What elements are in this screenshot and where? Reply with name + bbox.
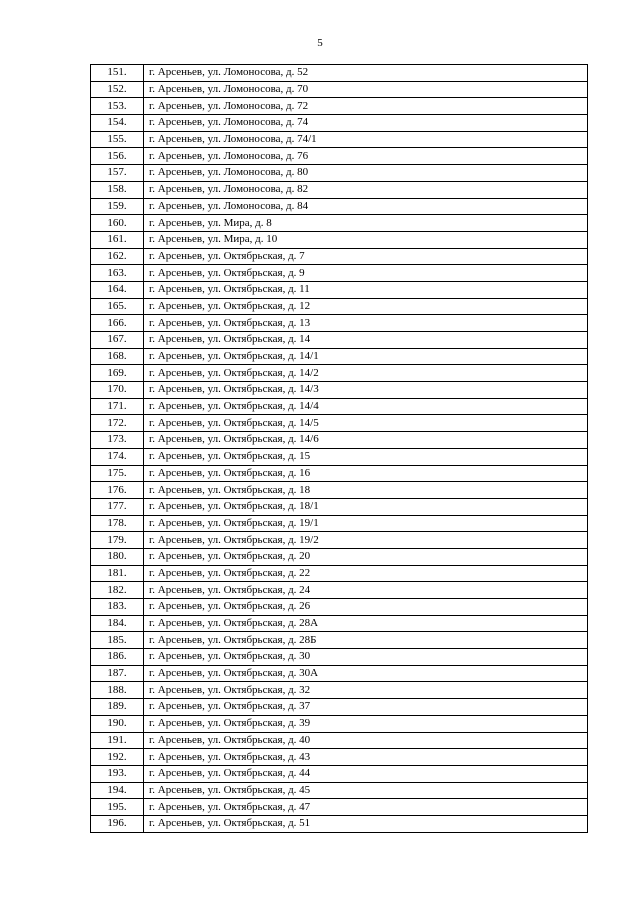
table-row	[91, 248, 588, 265]
table-row	[91, 749, 588, 766]
row-number: 175.	[91, 465, 144, 482]
address-table	[90, 64, 588, 833]
row-number: 155.	[91, 131, 144, 148]
row-address: г. Арсеньев, ул. Ломоносова, д. 80	[144, 165, 588, 182]
table-row	[91, 699, 588, 716]
row-number: 191.	[91, 732, 144, 749]
row-address: г. Арсеньев, ул. Октябрьская, д. 20	[144, 548, 588, 565]
row-address: г. Арсеньев, ул. Октябрьская, д. 37	[144, 699, 588, 716]
table-row	[91, 799, 588, 816]
row-address: г. Арсеньев, ул. Октябрьская, д. 26	[144, 599, 588, 616]
row-number: 171.	[91, 398, 144, 415]
row-number: 181.	[91, 565, 144, 582]
table-row	[91, 548, 588, 565]
row-address: г. Арсеньев, ул. Октябрьская, д. 14/6	[144, 432, 588, 449]
row-number: 159.	[91, 198, 144, 215]
row-number: 189.	[91, 699, 144, 716]
row-number: 165.	[91, 298, 144, 315]
table-row	[91, 415, 588, 432]
row-address: г. Арсеньев, ул. Ломоносова, д. 74	[144, 115, 588, 132]
table-row	[91, 332, 588, 349]
row-number: 192.	[91, 749, 144, 766]
row-address: г. Арсеньев, ул. Октябрьская, д. 30	[144, 649, 588, 666]
row-number: 162.	[91, 248, 144, 265]
row-address: г. Арсеньев, ул. Октябрьская, д. 51	[144, 815, 588, 832]
table-row	[91, 98, 588, 115]
row-address: г. Арсеньев, ул. Октябрьская, д. 28А	[144, 615, 588, 632]
row-number: 154.	[91, 115, 144, 132]
row-number: 157.	[91, 165, 144, 182]
row-number: 184.	[91, 615, 144, 632]
row-address: г. Арсеньев, ул. Ломоносова, д. 82	[144, 181, 588, 198]
row-address: г. Арсеньев, ул. Октябрьская, д. 24	[144, 582, 588, 599]
row-number: 152.	[91, 81, 144, 98]
table-row	[91, 565, 588, 582]
row-number: 167.	[91, 332, 144, 349]
row-number: 153.	[91, 98, 144, 115]
table-row	[91, 615, 588, 632]
row-number: 182.	[91, 582, 144, 599]
row-number: 190.	[91, 715, 144, 732]
row-number: 185.	[91, 632, 144, 649]
row-number: 169.	[91, 365, 144, 382]
row-address: г. Арсеньев, ул. Октябрьская, д. 22	[144, 565, 588, 582]
row-address: г. Арсеньев, ул. Ломоносова, д. 74/1	[144, 131, 588, 148]
table-row	[91, 465, 588, 482]
table-row	[91, 348, 588, 365]
row-address: г. Арсеньев, ул. Мира, д. 8	[144, 215, 588, 232]
table-row	[91, 398, 588, 415]
row-number: 180.	[91, 548, 144, 565]
row-number: 196.	[91, 815, 144, 832]
row-number: 156.	[91, 148, 144, 165]
row-number: 174.	[91, 448, 144, 465]
row-number: 193.	[91, 765, 144, 782]
row-address: г. Арсеньев, ул. Октябрьская, д. 14/3	[144, 382, 588, 399]
table-row	[91, 148, 588, 165]
table-row	[91, 432, 588, 449]
row-address: г. Арсеньев, ул. Октябрьская, д. 47	[144, 799, 588, 816]
row-address: г. Арсеньев, ул. Ломоносова, д. 72	[144, 98, 588, 115]
row-address: г. Арсеньев, ул. Октябрьская, д. 14/5	[144, 415, 588, 432]
table-row	[91, 448, 588, 465]
row-number: 183.	[91, 599, 144, 616]
row-address: г. Арсеньев, ул. Октябрьская, д. 30А	[144, 665, 588, 682]
row-number: 160.	[91, 215, 144, 232]
address-table-body	[91, 65, 588, 833]
row-address: г. Арсеньев, ул. Ломоносова, д. 84	[144, 198, 588, 215]
row-address: г. Арсеньев, ул. Октябрьская, д. 7	[144, 248, 588, 265]
row-address: г. Арсеньев, ул. Октябрьская, д. 28Б	[144, 632, 588, 649]
row-address: г. Арсеньев, ул. Октябрьская, д. 14/2	[144, 365, 588, 382]
row-address: г. Арсеньев, ул. Октябрьская, д. 9	[144, 265, 588, 282]
table-row	[91, 732, 588, 749]
row-number: 187.	[91, 665, 144, 682]
row-address: г. Арсеньев, ул. Октябрьская, д. 19/2	[144, 532, 588, 549]
row-address: г. Арсеньев, ул. Октябрьская, д. 40	[144, 732, 588, 749]
row-address: г. Арсеньев, ул. Ломоносова, д. 70	[144, 81, 588, 98]
page-number: 5	[317, 37, 323, 49]
row-address: г. Арсеньев, ул. Октябрьская, д. 16	[144, 465, 588, 482]
table-row	[91, 181, 588, 198]
row-address: г. Арсеньев, ул. Октябрьская, д. 12	[144, 298, 588, 315]
table-row	[91, 599, 588, 616]
row-number: 179.	[91, 532, 144, 549]
row-number: 151.	[91, 65, 144, 82]
table-row	[91, 115, 588, 132]
row-address: г. Арсеньев, ул. Октябрьская, д. 14/1	[144, 348, 588, 365]
row-address: г. Арсеньев, ул. Октябрьская, д. 13	[144, 315, 588, 332]
row-address: г. Арсеньев, ул. Октябрьская, д. 32	[144, 682, 588, 699]
table-row	[91, 198, 588, 215]
table-row	[91, 815, 588, 832]
row-address: г. Арсеньев, ул. Октябрьская, д. 39	[144, 715, 588, 732]
table-row	[91, 632, 588, 649]
row-number: 186.	[91, 649, 144, 666]
table-row	[91, 532, 588, 549]
row-address: г. Арсеньев, ул. Октябрьская, д. 43	[144, 749, 588, 766]
row-address: г. Арсеньев, ул. Октябрьская, д. 11	[144, 281, 588, 298]
row-number: 172.	[91, 415, 144, 432]
row-number: 170.	[91, 382, 144, 399]
row-number: 178.	[91, 515, 144, 532]
row-number: 166.	[91, 315, 144, 332]
row-number: 177.	[91, 498, 144, 515]
table-row	[91, 81, 588, 98]
row-address: г. Арсеньев, ул. Мира, д. 10	[144, 231, 588, 248]
table-row	[91, 231, 588, 248]
table-row	[91, 482, 588, 499]
row-number: 164.	[91, 281, 144, 298]
row-address: г. Арсеньев, ул. Ломоносова, д. 52	[144, 65, 588, 82]
row-address: г. Арсеньев, ул. Октябрьская, д. 18/1	[144, 498, 588, 515]
table-row	[91, 315, 588, 332]
table-row	[91, 682, 588, 699]
row-address: г. Арсеньев, ул. Октябрьская, д. 45	[144, 782, 588, 799]
table-row	[91, 65, 588, 82]
table-row	[91, 715, 588, 732]
row-number: 194.	[91, 782, 144, 799]
table-row	[91, 782, 588, 799]
row-number: 168.	[91, 348, 144, 365]
table-row	[91, 665, 588, 682]
table-row	[91, 281, 588, 298]
row-address: г. Арсеньев, ул. Октябрьская, д. 15	[144, 448, 588, 465]
row-address: г. Арсеньев, ул. Октябрьская, д. 19/1	[144, 515, 588, 532]
row-address: г. Арсеньев, ул. Октябрьская, д. 14	[144, 332, 588, 349]
table-row	[91, 765, 588, 782]
table-row	[91, 515, 588, 532]
row-number: 173.	[91, 432, 144, 449]
table-row	[91, 365, 588, 382]
table-row	[91, 215, 588, 232]
row-number: 158.	[91, 181, 144, 198]
table-row	[91, 165, 588, 182]
table-row	[91, 298, 588, 315]
row-number: 195.	[91, 799, 144, 816]
row-number: 161.	[91, 231, 144, 248]
table-row	[91, 498, 588, 515]
row-address: г. Арсеньев, ул. Октябрьская, д. 18	[144, 482, 588, 499]
row-address: г. Арсеньев, ул. Октябрьская, д. 14/4	[144, 398, 588, 415]
row-address: г. Арсеньев, ул. Октябрьская, д. 44	[144, 765, 588, 782]
row-number: 163.	[91, 265, 144, 282]
row-address: г. Арсеньев, ул. Ломоносова, д. 76	[144, 148, 588, 165]
row-number: 176.	[91, 482, 144, 499]
row-number: 188.	[91, 682, 144, 699]
table-row	[91, 649, 588, 666]
table-row	[91, 265, 588, 282]
table-row	[91, 131, 588, 148]
table-row	[91, 582, 588, 599]
table-row	[91, 382, 588, 399]
